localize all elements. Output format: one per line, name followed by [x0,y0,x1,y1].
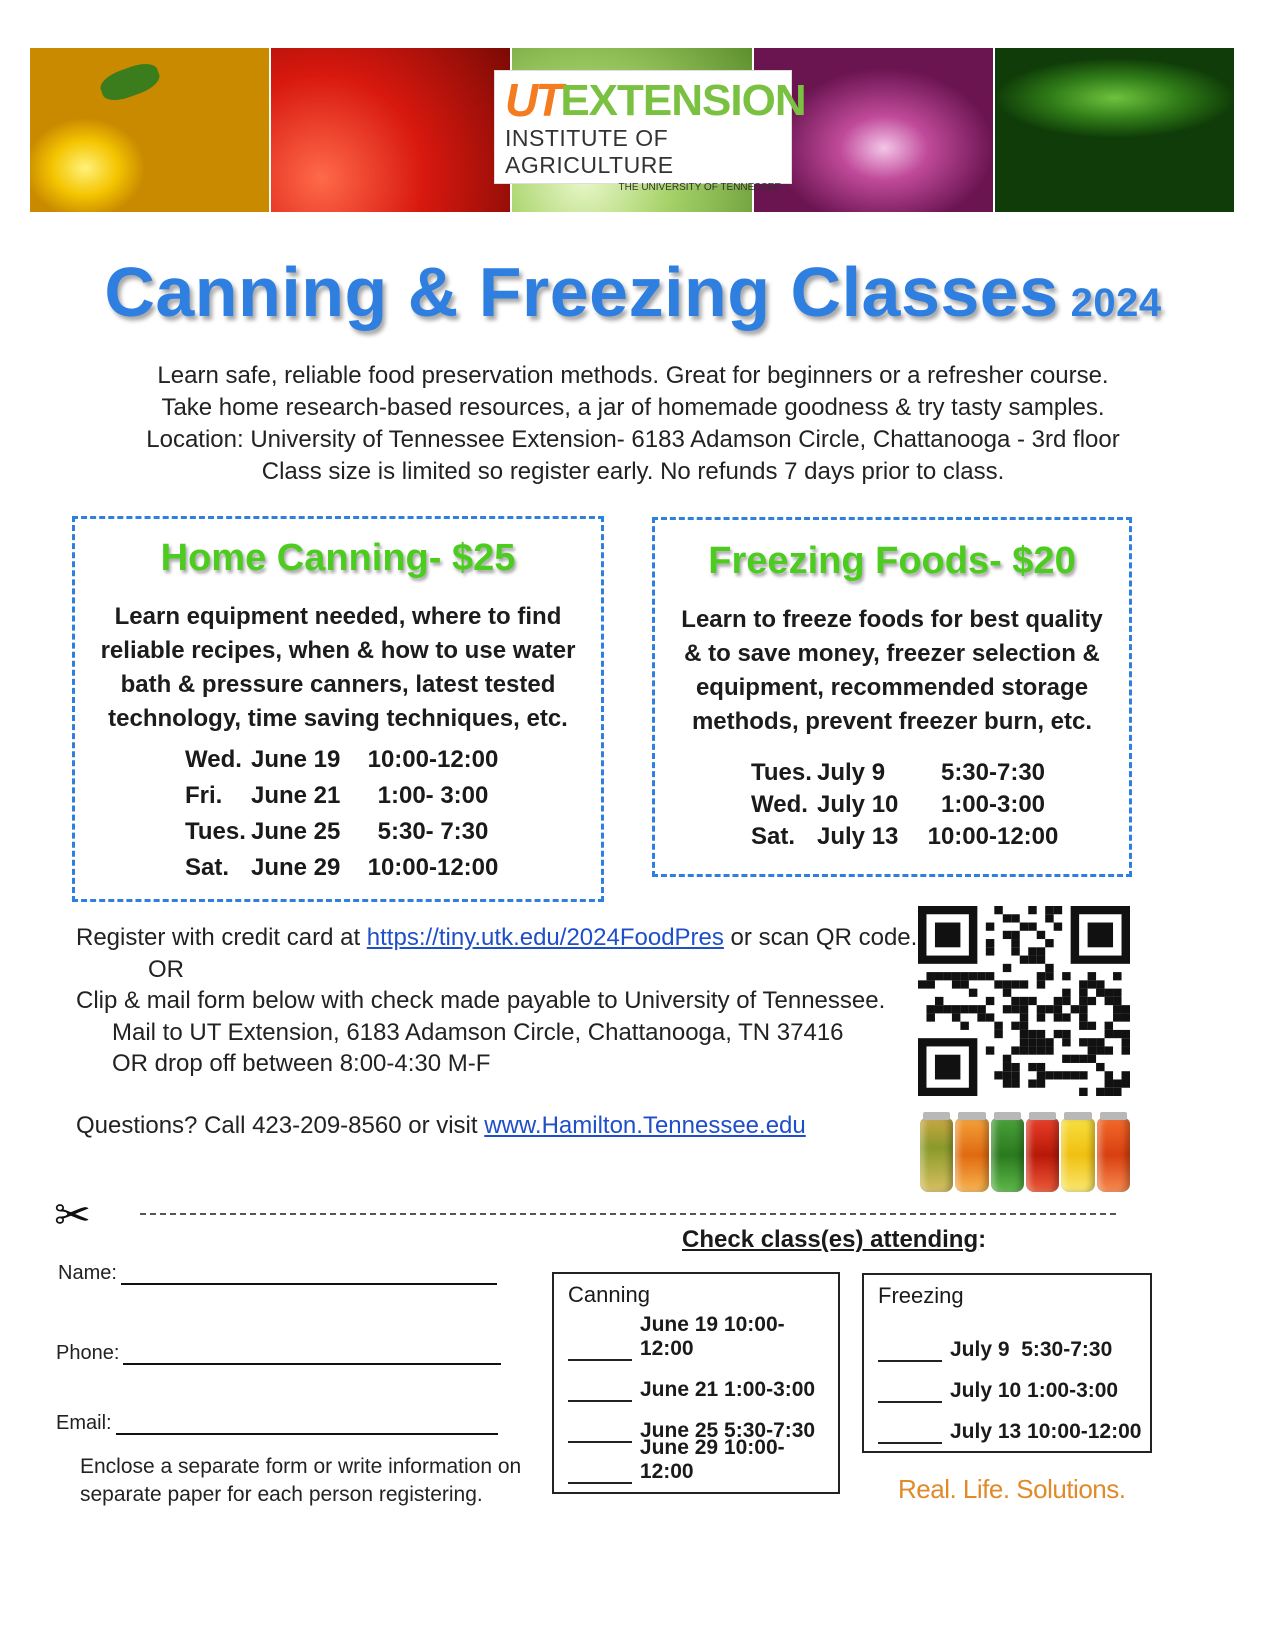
cut-line [140,1213,1116,1215]
form-note-line: separate paper for each person registering. [80,1483,483,1506]
qr-code-icon[interactable] [918,906,1130,1096]
canning-checklist-box [552,1272,840,1494]
schedule-date: June 29 [251,854,341,881]
freezing-checklist-title: Freezing [878,1283,964,1308]
checklist-item [864,1362,1150,1403]
freezing-heading: Freezing Foods- $20 [708,540,1076,582]
phone-input-line[interactable] [123,1343,501,1365]
tagline: Real. Life. Solutions. [898,1474,1126,1504]
checklist-label: July 13 10:00-12:00 [950,1420,1142,1443]
schedule-day: Sat. [751,823,796,850]
schedule-day: Wed. [185,746,242,773]
freezing-desc-line: methods, prevent freezer burn, etc. [691,708,1093,735]
check-classes-heading [682,1226,986,1254]
name-input-line[interactable] [121,1263,497,1285]
check-blank[interactable] [568,1382,632,1402]
schedule-time: 10:00-12:00 [367,746,499,773]
checklist-item [554,1436,838,1484]
phone-field [56,1342,501,1365]
schedule-time: 1:00- 3:00 [377,782,489,809]
questions-text: Questions? Call 423-209-8560 or visit [76,1112,485,1139]
intro-line: Learn safe, reliable food preservation methods. Great for beginners or a refresher course. [157,362,1109,389]
checklist-label: June 29 10:00-12:00 [639,1436,785,1483]
schedule-date: June 19 [251,746,341,773]
check-heading-colon: : [978,1226,987,1253]
schedule-date: July 9 [817,759,886,786]
checklist-label: June 25 5:30-7:30 [640,1419,816,1442]
checklist-item [554,1361,838,1402]
checklist-label: June 21 1:00-3:00 [640,1378,816,1401]
schedule-day: Wed. [751,791,808,818]
intro-line: Take home research-based resources, a jar of homemade goodness & try tasty samples. [161,394,1105,421]
check-blank[interactable] [878,1424,942,1444]
check-blank[interactable] [568,1341,632,1361]
logo-extension-text: EXTENSION [560,76,806,125]
canning-desc-line: Learn equipment needed, where to find [114,603,562,630]
logo-institute-text: INSTITUTE OF AGRICULTURE [505,125,674,178]
canning-description [75,600,601,736]
schedule-row [655,757,1129,789]
schedule-row [75,742,601,778]
name-label: Name: [58,1262,117,1284]
canning-schedule [75,742,601,886]
check-heading-text: Check class(es) attending [682,1226,979,1253]
logo-ut-text: UT [505,74,561,126]
form-note-line: Enclose a separate form or write information on [80,1455,522,1478]
schedule-row [75,814,601,850]
checklist-label: July 9 5:30-7:30 [950,1338,1113,1361]
canning-desc-line: reliable recipes, when & how to use water [100,637,576,664]
intro-line: Class size is limited so register early. No refunds 7 days prior to class. [261,458,1005,485]
schedule-row [655,821,1129,853]
schedule-time: 10:00-12:00 [367,854,499,881]
freezing-checklist-box [862,1273,1152,1453]
tomato-image [271,48,512,212]
form-note [80,1453,521,1509]
email-input-line[interactable] [116,1413,498,1435]
schedule-row [75,850,601,886]
drop-off-hours: OR drop off between 8:00-4:30 M-F [112,1050,491,1077]
checklist-label: June 19 10:00-12:00 [639,1313,785,1360]
name-field [58,1262,497,1285]
intro-text [0,360,1266,488]
canning-heading: Home Canning- $25 [160,537,516,579]
canning-desc-line: bath & pressure canners, latest tested [120,671,556,698]
register-line [76,922,917,954]
questions-line [76,1112,806,1140]
schedule-day: Fri. [185,782,223,809]
vegetable-banner [30,48,1236,212]
title-main: Canning & Freezing Classes [104,253,1059,331]
page-title [0,252,1266,332]
schedule-day: Tues. [185,818,246,845]
schedule-date: July 13 [817,823,899,850]
checklist-item [554,1313,838,1361]
check-blank[interactable] [568,1464,632,1484]
scissors-icon: ✂ [54,1191,91,1240]
mail-address: Mail to UT Extension, 6183 Adamson Circle, Chattanooga, TN 37416 [112,1018,844,1046]
freezing-desc-line: Learn to freeze foods for best quality [681,606,1103,633]
logo-university-text: THE UNIVERSITY OF TENNESSEE [618,182,781,193]
schedule-time: 1:00-3:00 [940,791,1046,818]
check-blank[interactable] [878,1383,942,1403]
canning-checklist-title: Canning [568,1282,650,1307]
schedule-row [75,778,601,814]
canning-desc-line: technology, time saving techniques, etc. [108,705,568,732]
freezing-description [655,603,1129,739]
mail-instructions: Clip & mail form below with check made payable to University of Tennessee. [76,987,886,1014]
phone-label: Phone: [56,1342,120,1364]
ut-extension-logo [494,70,806,193]
schedule-row [655,789,1129,821]
schedule-day: Tues. [751,759,812,786]
schedule-time: 5:30- 7:30 [377,818,489,845]
canning-jars-image [920,1118,1130,1192]
register-text: or scan QR code. [723,924,918,951]
freezing-schedule [655,757,1129,853]
schedule-date: June 21 [251,782,341,809]
email-field [56,1412,498,1435]
checklist-label: July 10 1:00-3:00 [950,1379,1119,1402]
title-year: 2024 [1070,281,1162,325]
registration-link[interactable]: https://tiny.utk.edu/2024FoodPres [366,924,724,951]
checklist-item [864,1403,1150,1444]
freezing-desc-line: equipment, recommended storage [695,674,1089,701]
schedule-time: 5:30-7:30 [940,759,1046,786]
or-text: OR [148,955,184,983]
check-blank[interactable] [568,1423,632,1443]
home-canning-box [72,516,604,902]
freezing-foods-box [652,517,1132,877]
checklist-item [864,1321,1150,1362]
schedule-date: July 10 [817,791,899,818]
email-label: Email: [56,1412,112,1434]
register-text: Register with credit card at [76,924,367,951]
freezing-desc-line: & to save money, freezer selection & [684,640,1100,667]
check-blank[interactable] [878,1342,942,1362]
yellow-pepper-image [30,48,271,212]
schedule-date: June 25 [251,818,341,845]
registration-info [76,922,917,1080]
website-link[interactable]: www.Hamilton.Tennessee.edu [484,1112,806,1139]
cucumber-image [995,48,1236,212]
intro-line: Location: University of Tennessee Extension- 6183 Adamson Circle, Chattanooga - 3rd floor [146,426,1120,453]
schedule-day: Sat. [185,854,230,881]
schedule-time: 10:00-12:00 [927,823,1059,850]
